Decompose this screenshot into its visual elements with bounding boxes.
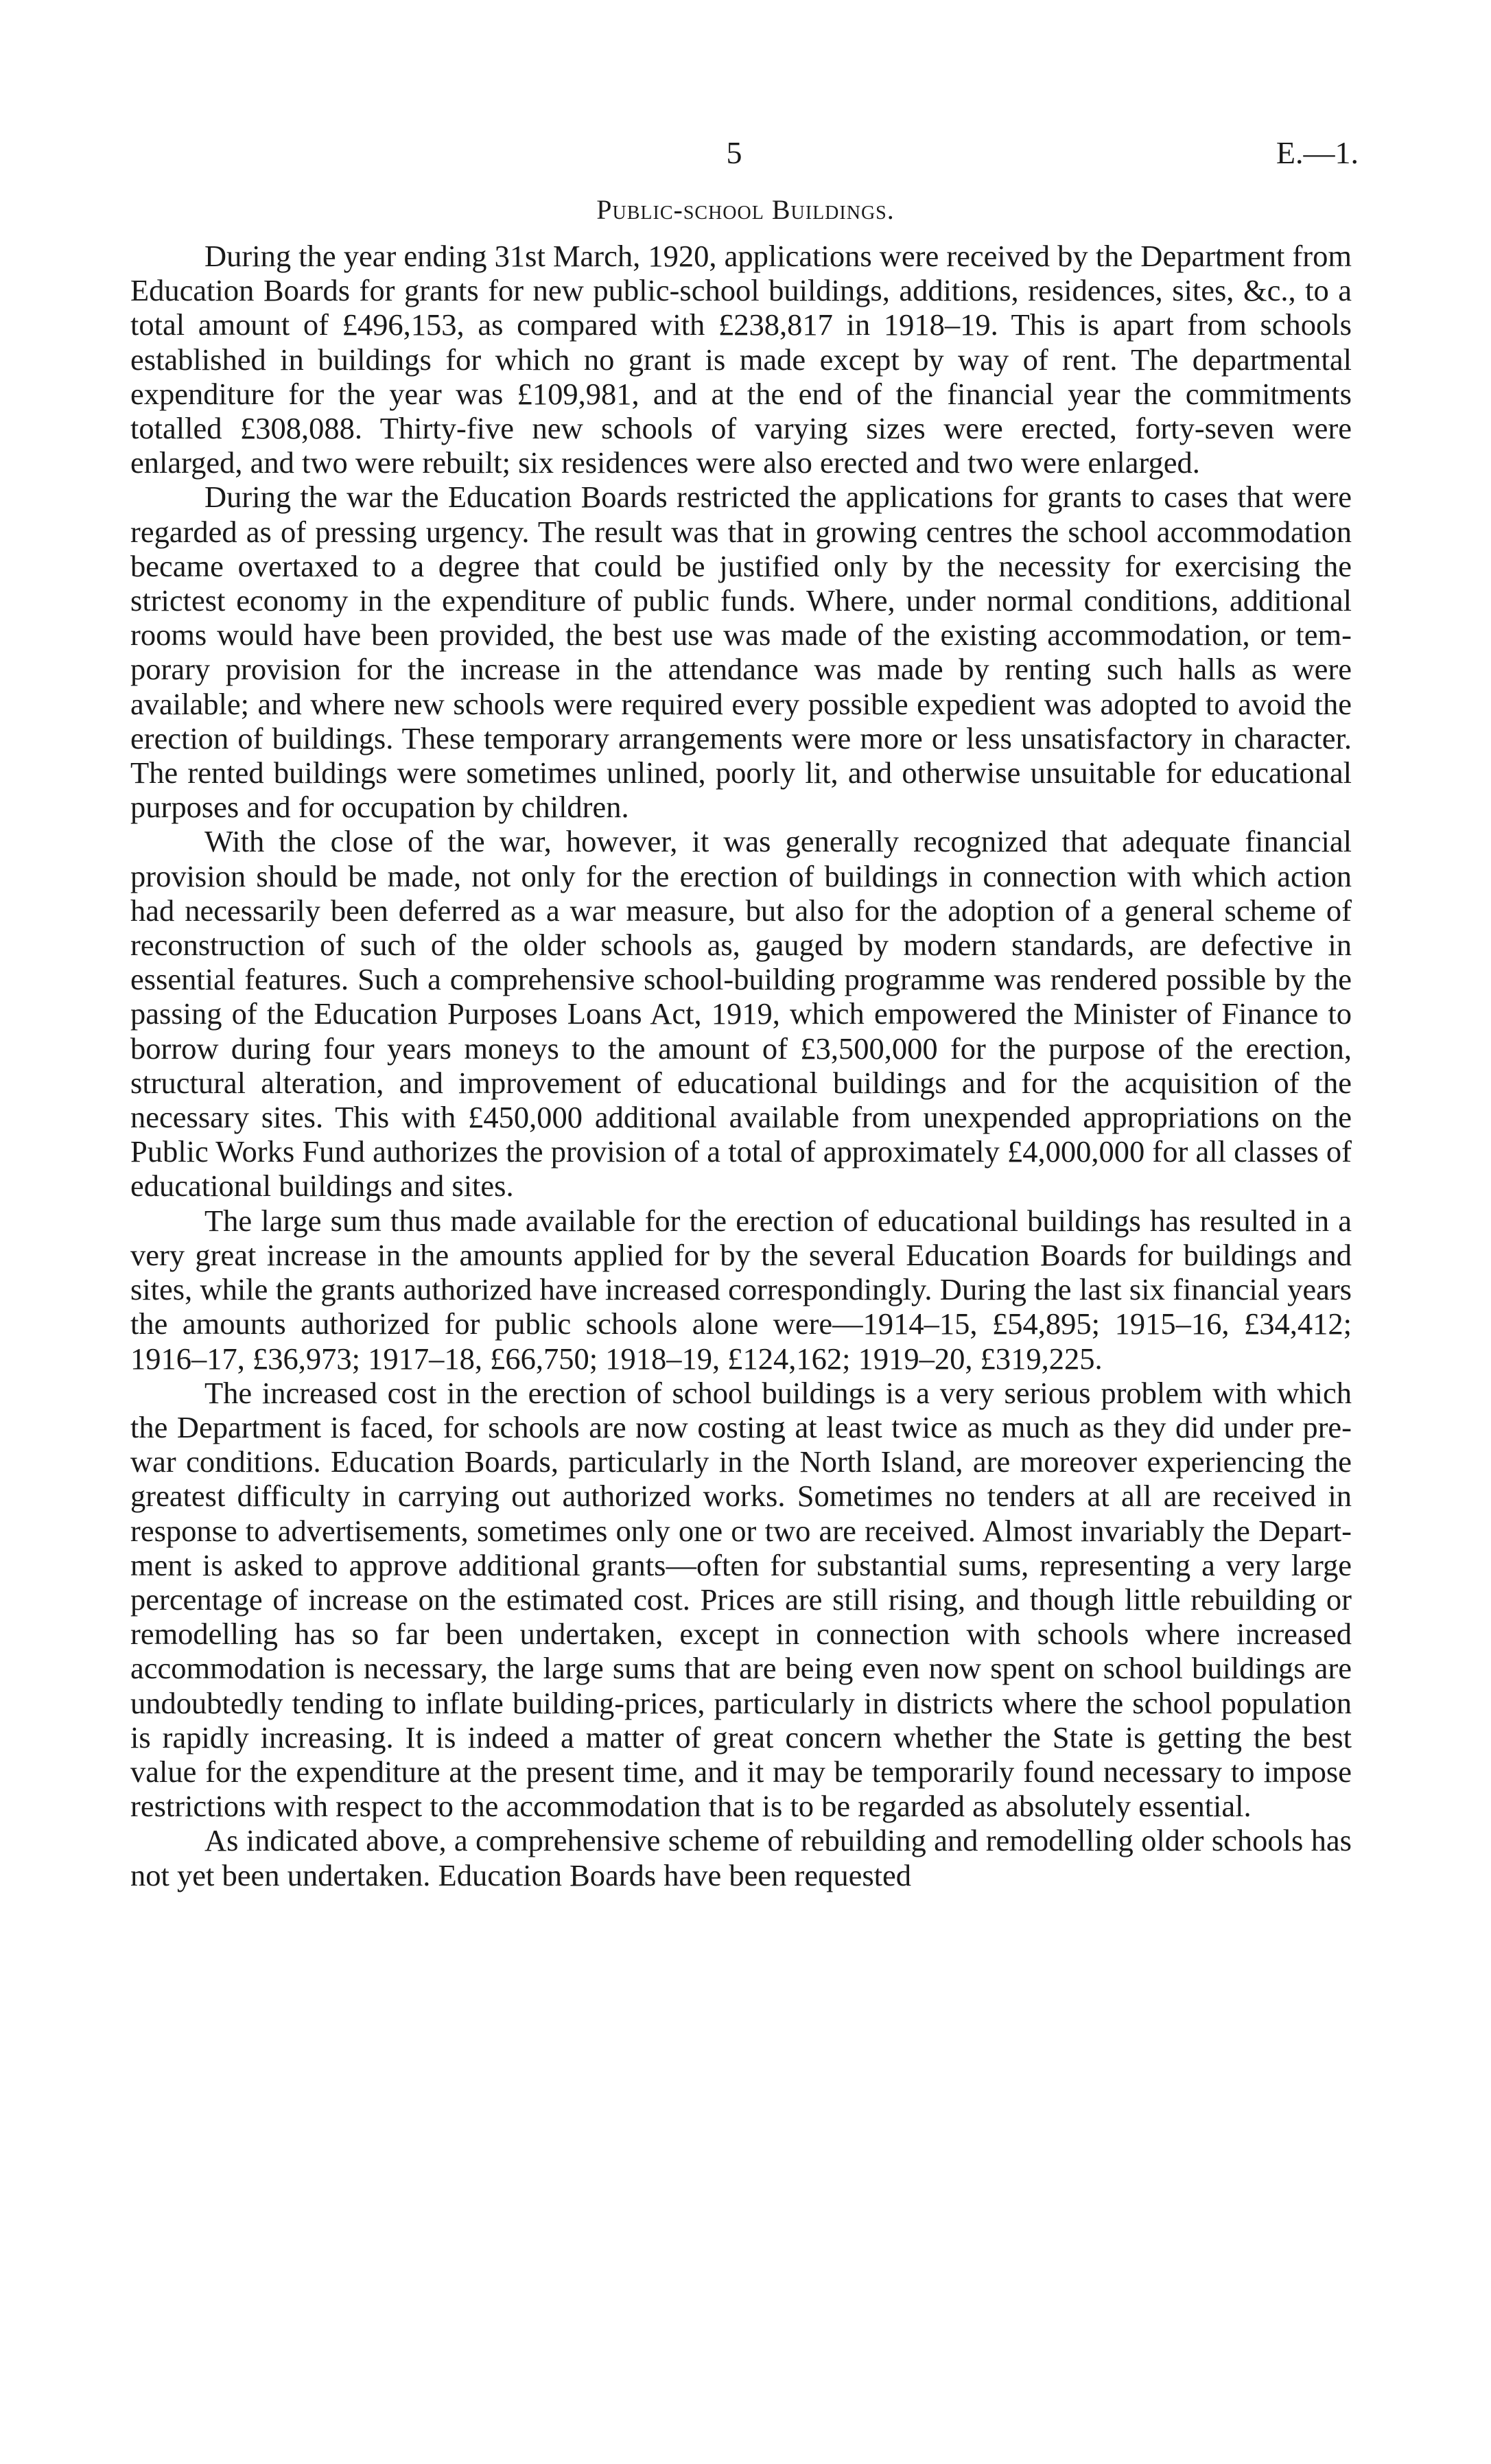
paragraph-wartime-restrictions: During the war the Education Boards restricted the applications for grants to cases that were regarded as of pressing urgency. The result was that in growing centres the school accommodation became overtaxed to a degree that could be justified only by the necessity for exercising the strictest economy in the expenditure of public funds. Where, under normal conditions, additional rooms would have been provided, the best use was made of the existing accommodation, or temporary provision for the increase in the attendance was made by renting such halls as were available; and where new schools were required every possible expedient was adopted to avoid the erection of buildings. These temporary arrangements were more or less unsatisfactory in character. The rented buildings were sometimes unlined, poorly lit, and otherwise unsuitable for educational purposes and for occupation by children. [130,480,1352,825]
document-reference: E.—1. [1276,135,1359,170]
paragraph-increased-cost: The increased cost in the erection of school buildings is a very serious problem with which the Department is faced, for schools are now costing at least twice as much as they did under pre-war conditions. Education Boards, particularly in the North Island, are moreover experiencing the greatest difficulty in carrying out authorized works. Sometimes no tenders at all are received in response to advertisements, sometimes only one or two are received. Almost invariably the Department is asked to approve additional grants—often for substantial sums, representing a very large percentage of increase on the estimated cost. Prices are still rising, and though little rebuilding or remodelling has so far been undertaken, except in connection with schools where increased accommodation is necessary, the large sums that are being even now spent on school buildings are undoubtedly tending to inflate building-prices, particularly in districts where the school population is rapidly increasing. It is indeed a matter of great concern whether the State is getting the best value for the expenditure at the present time, and it may be temporarily found necessary to impose restrictions with respect to the accommodation that is to be regarded as absolutely essential. [130,1375,1352,1824]
paragraph-loans-act: With the close of the war, however, it was generally recognized that adequate financial provision should be made, not only for the erection of buildings in connection with which action had necessarily been deferred as a war measure, but also for the adoption of a general scheme of reconstruction of such of the older schools as, gauged by modern standards, are defective in essential features. Such a comprehensive school-building programme was rendered possible by the passing of the Education Purposes Loans Act, 1919, which empowered the Minister of Finance to borrow during four years moneys to the amount of £3,500,000 for the purpose of the erection, structural alteration, and improvement of educational buildings and for the acquisition of the necessary sites. This with £450,000 additional available from unexpended appropriations on the Public Works Fund authorizes the provision of a total of approximately £4,000,000 for all classes of educational buildings and sites. [130,824,1352,1204]
paragraph-grants-summary: During the year ending 31st March, 1920, applications were received by the Department from Education Boards for grants for new public-school buildings, additions, residences, sites, &c., to a total amount of £496,153, as compared with £238,817 in 1918–19. This is apart from schools established in buildings for which no grant is made except by way of rent. The departmental expenditure for the year was £109,981, and at the end of the financial year the commitments totalled £308,088. Thirty-five new schools of varying sizes were erected, forty-seven were enlarged, and two were rebuilt; six residences were also erected and two were enlarged. [130,239,1352,480]
page-number: 5 [726,135,742,170]
paragraph-rebuilding-scheme: As indicated above, a comprehensive scheme of rebuilding and remodelling older schools has not yet been undertaken. Education Boards have been requested [130,1823,1352,1892]
section-title: Public-school Buildings. [596,194,895,225]
page-header [0,129,1491,177]
paragraph-amounts-authorized: The large sum thus made available for the erection of educational buildings has resulted in a very great increase in the amounts applied for by the several Education Boards for buildings and sites, while the grants authorized have increased correspondingly. During the last six financial years the amounts authorized for public schools alone were—1914–15, £54,895; 1915–16, £34,412; 1916–17, £36,973; 1917–18, £66,750; 1918–19, £124,162; 1919–20, £319,225. [130,1203,1352,1376]
body-text [130,239,1352,1892]
